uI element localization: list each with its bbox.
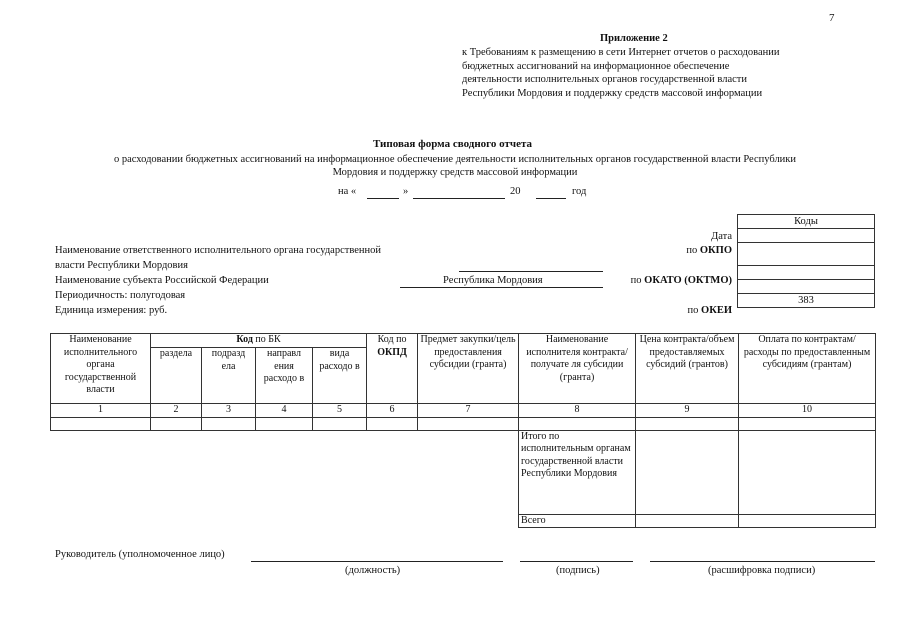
subtitle-line: о расходовании бюджетных ассигнований на информационное обеспечение деятельности исполнительных органов государственной власти Республики — [113, 154, 797, 165]
col-number: 9 — [636, 404, 739, 418]
col-oplata: Оплата по контрактам/ расходы по предоставленным субсидиям (грантам) — [739, 334, 876, 404]
date-god: год — [572, 186, 587, 197]
signature-blank — [520, 561, 633, 562]
organ-blank — [459, 271, 603, 272]
label-okei: по ОКЕИ — [687, 305, 732, 316]
unit: Единица измерения: руб. — [55, 305, 168, 316]
vsego-oplata — [739, 514, 876, 528]
position-blank — [251, 561, 503, 562]
organ-label: Наименование ответственного исполнительного органа государственной — [55, 245, 381, 256]
date-quote: » — [403, 186, 409, 197]
subject-blank — [400, 287, 603, 288]
itogo-cena — [636, 430, 739, 514]
col-number: 1 — [51, 404, 151, 418]
subject-value: Республика Мордовия — [443, 275, 543, 286]
vsego-cena — [636, 514, 739, 528]
col-organ: Наименование исполнительного органа государственной власти — [51, 334, 151, 404]
code-okato — [738, 266, 875, 280]
code-empty — [738, 280, 875, 294]
itogo-oplata — [739, 430, 876, 514]
col-number: 2 — [151, 404, 202, 418]
subtitle-line: Мордовия и поддержку средств массовой информации — [332, 167, 578, 178]
col-ispolnitel: Наименование исполнителя контракта/получате ля субсидии (гранта) — [519, 334, 636, 404]
code-date — [738, 229, 875, 243]
signature-caption: (подпись) — [556, 565, 600, 576]
appendix-line: бюджетных ассигнований на информационное обеспечение — [462, 60, 730, 72]
itogo-label: Итого по исполнительным органам государственной власти Республики Мордовия — [519, 430, 636, 514]
col-number: 10 — [739, 404, 876, 418]
col-razdela: раздела — [151, 348, 202, 404]
label-date: Дата — [711, 231, 732, 242]
page-number: 7 — [829, 12, 835, 24]
date-year-prefix: 20 — [510, 186, 521, 197]
vsego-label: Всего — [519, 514, 636, 528]
form-subtitle — [40, 153, 870, 179]
periodicity: Периодичность: полугодовая — [55, 290, 186, 301]
date-month-blank — [413, 198, 505, 199]
col-number: 4 — [256, 404, 313, 418]
col-predmet: Предмет закупки/цель предоставления субсидии (гранта) — [418, 334, 519, 404]
col-number: 6 — [367, 404, 418, 418]
table-row — [51, 417, 876, 430]
appendix-text — [462, 46, 838, 100]
label-okpo: по ОКПО — [686, 245, 732, 256]
subject-label: Наименование субъекта Российской Федерации — [55, 275, 269, 286]
col-vida: вида расходо в — [313, 348, 367, 404]
appendix-line: деятельности исполнительных органов государственной власти — [462, 74, 748, 85]
col-napravleniya: направл ения расходо в — [256, 348, 313, 404]
date-day-blank — [367, 198, 399, 199]
col-kod-bk: Код по БК — [151, 334, 367, 348]
col-number: 3 — [202, 404, 256, 418]
label-okato: по ОКАТО (ОКТМО) — [630, 275, 732, 286]
appendix-line: к Требованиям к размещению в сети Интернет отчетов о расходовании — [462, 47, 780, 58]
form-title: Типовая форма сводного отчета — [372, 138, 533, 150]
appendix-line: Республики Мордовия и поддержку средств массовой информации — [462, 87, 763, 99]
date-na: на « — [338, 186, 357, 197]
col-cena: Цена контракта/объем предоставляемых субсидий (грантов) — [636, 334, 739, 404]
col-podrazdela: подразд ела — [202, 348, 256, 404]
decoding-caption: (расшифровка подписи) — [708, 565, 816, 576]
organ-label-2: власти Республики Мордовия — [55, 260, 188, 271]
code-okei: 383 — [738, 294, 875, 308]
decoding-blank — [650, 561, 875, 562]
code-okpo — [738, 243, 875, 266]
position-caption: (должность) — [345, 565, 401, 576]
col-number: 5 — [313, 404, 367, 418]
codes-table — [737, 214, 875, 308]
col-number: 7 — [418, 404, 519, 418]
col-okpd: Код по ОКПД — [367, 334, 418, 404]
codes-header: Коды — [738, 215, 875, 229]
col-number: 8 — [519, 404, 636, 418]
signature-head: Руководитель (уполномоченное лицо) — [55, 549, 225, 560]
date-year-blank — [536, 198, 566, 199]
report-table — [50, 333, 876, 528]
appendix-title: Приложение 2 — [600, 33, 668, 44]
